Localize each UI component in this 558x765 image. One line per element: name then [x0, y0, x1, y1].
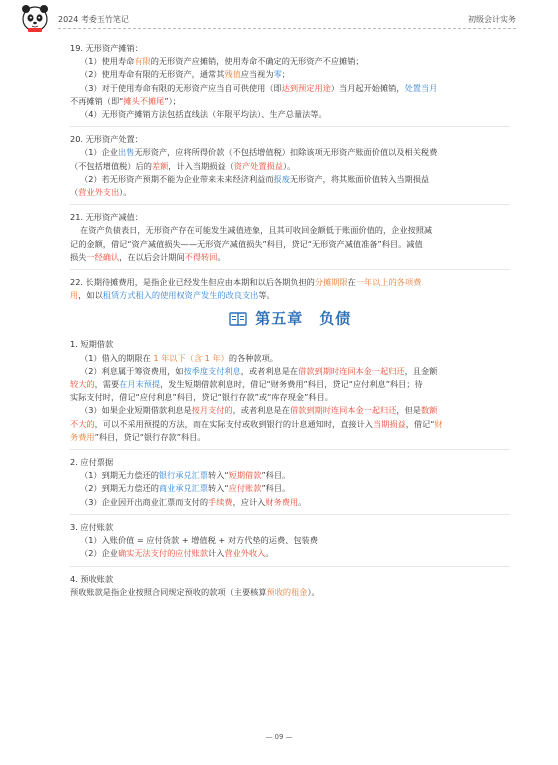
topic-advance-receipts: [70, 573, 510, 599]
highlighted-text: 预收的租金: [266, 586, 308, 597]
section-19-item-3: [70, 82, 510, 95]
highlighted-text: 营业外支出: [78, 187, 120, 198]
highlighted-text: 营业外收入: [224, 548, 266, 559]
highlighted-text: 按月支付的: [191, 405, 233, 416]
section-21-line-2: [70, 238, 510, 251]
chapter-heading: [70, 309, 510, 328]
header-divider: [58, 28, 516, 29]
section-20-title: 20. 无形资产处置：: [70, 134, 143, 145]
divider: [70, 566, 510, 567]
highlighted-text: 出售: [117, 147, 135, 158]
highlighted-text: 财务费用: [265, 496, 299, 507]
text-run: ，需要: [94, 379, 120, 390]
highlighted-text: 不得转回: [184, 251, 218, 262]
text-run: （2）企业: [80, 548, 118, 559]
highlighted-text: 商业承兑汇票: [158, 483, 209, 494]
highlighted-text: 1 年以下（含 1 年）: [153, 352, 229, 363]
text-run: （2）若无形资产预期不能为企业带来未来经济利益而: [80, 173, 274, 184]
section-20-item-2-cont: [70, 186, 510, 199]
page-number: — 09 —: [265, 733, 293, 741]
text-run: ；: [281, 69, 290, 80]
panda-logo-icon: [20, 3, 50, 33]
topic-4-title: 4. 预收账款: [70, 573, 114, 584]
topic-notes-payable: [70, 456, 510, 509]
text-run: ，或者利息是在: [240, 365, 299, 376]
text-run: ，计入当期损益（: [168, 160, 234, 171]
topic-accounts-payable: [70, 521, 510, 561]
text-run: （: [70, 187, 79, 198]
section-22: [70, 276, 510, 302]
topic-3-item-2: [70, 547, 510, 560]
topic-1-item-3-cont: [70, 418, 510, 431]
highlighted-text: 借款到期时连同本金一起归还: [289, 405, 397, 416]
section-20-item-1-cont: [70, 160, 510, 173]
topic-short-term-loans: [70, 338, 510, 444]
section-22-line-2: [70, 289, 510, 302]
text-run: ”）；: [164, 95, 181, 106]
section-20-item-2: [70, 173, 510, 186]
text-run: 应当视为: [240, 69, 274, 80]
topic-2-item-3: [70, 496, 510, 509]
section-19-item-1: [70, 55, 510, 68]
text-run: ，或者利息是在: [232, 405, 290, 416]
text-run: ”科目。: [261, 483, 291, 494]
text-run: ，但是: [396, 405, 421, 416]
highlighted-text: 手续费: [208, 496, 233, 507]
highlighted-text: 有限: [134, 56, 151, 67]
highlighted-text: 差额: [151, 160, 169, 171]
highlighted-text: 借款到期时连同本金一起归还: [298, 365, 405, 376]
text-run: （1）使用寿命: [80, 56, 135, 67]
text-run: 预收账款是指企业按照合同规定预收的款项（主要核算: [70, 586, 267, 597]
section-19-title: 19. 无形资产摊销：: [70, 43, 143, 53]
text-run: 计入: [208, 548, 225, 559]
section-19-item-4: [70, 108, 510, 121]
page-header: [0, 0, 558, 36]
text-run: ，借记“: [405, 418, 435, 429]
text-run: ）。: [282, 160, 296, 171]
divider: [70, 126, 510, 127]
section-19: [70, 42, 510, 121]
topic-1-item-2-cont: [70, 378, 510, 391]
highlighted-text: 处置当月: [404, 82, 438, 93]
topic-1-item-1: [70, 352, 510, 365]
highlighted-text: 摊头不摊尾: [123, 95, 165, 106]
section-22-line-1: [70, 276, 510, 289]
highlighted-text: 财: [434, 418, 443, 429]
text-run: （3）企业因开出商业汇票而支付的: [80, 496, 209, 507]
highlighted-text: 当期损益: [372, 418, 406, 429]
section-19-item-3-cont: [70, 95, 510, 108]
text-run: ，应计入: [232, 496, 266, 507]
topic-1-item-2: [70, 365, 510, 378]
text-run: （1）到期无力偿还的: [80, 470, 159, 481]
text-run: 记的金额，借记“资产减值损失——无形资产减值损失”科目，贷记“无形资产减值准备”科目。减值: [70, 238, 423, 249]
text-run: 等。: [258, 290, 275, 301]
highlighted-text: 数额: [420, 405, 438, 416]
highlighted-text: 应付账款: [228, 483, 262, 494]
section-21: [70, 211, 510, 264]
highlighted-text: 在月末预提: [119, 379, 161, 390]
divider: [70, 204, 510, 205]
text-run: ，发生短期借款利息时，借记“财务费用”科目，贷记“应付利息”科目；待: [160, 379, 423, 390]
topic-1-item-3-cont2: [70, 431, 510, 444]
topic-1-item-3: [70, 404, 510, 417]
topic-1-title: 1. 短期借款: [70, 339, 114, 350]
highlighted-text: 资产处置损益: [233, 160, 283, 171]
topic-2-item-1: [70, 469, 510, 482]
text-run: （3）对于使用寿命有限的无形资产应当自可供使用（即: [80, 82, 282, 93]
chapter-title: 第五章 负债: [255, 309, 352, 328]
section-21-title: 21. 无形资产减值：: [70, 212, 143, 223]
text-run: （3）如果企业短期借款利息是: [80, 405, 192, 416]
highlighted-text: 达到预定用途: [281, 82, 331, 93]
highlighted-text: 用: [70, 290, 79, 301]
topic-2-item-2: [70, 482, 510, 495]
divider: [70, 449, 510, 450]
text-run: ）。: [119, 187, 132, 198]
text-run: （2）到期无力偿还的: [80, 483, 159, 494]
highlighted-text: 报废: [273, 173, 290, 184]
highlighted-text: 短期借款: [228, 470, 262, 481]
highlighted-text: 确实无法支付的应付账款: [117, 548, 209, 559]
section-19-item-2: [70, 68, 510, 81]
highlighted-text: 一年以上的各项费: [355, 277, 422, 288]
highlighted-text: 不大的: [70, 418, 95, 429]
book-icon: [229, 312, 247, 326]
text-run: ）。: [307, 586, 320, 597]
highlighted-text: 银行承兑汇票: [158, 470, 209, 481]
text-run: （2）利息属于筹资费用，如: [80, 365, 184, 376]
text-run: 。: [265, 548, 274, 559]
divider: [70, 269, 510, 270]
text-run: （不包括增值税）后的: [70, 160, 152, 171]
section-20-item-1: [70, 146, 510, 159]
text-run: 。: [298, 496, 307, 507]
text-run: （1）借入的期限在: [80, 352, 154, 363]
text-run: 。: [217, 251, 226, 262]
section-21-line-3: [70, 251, 510, 264]
header-left-title: 2024 考委玉竹笔记: [58, 15, 129, 24]
text-run: 22. 长期待摊费用，是指企业已经发生但应由本期和以后各期负担的: [70, 277, 315, 288]
text-run: 转入“: [208, 483, 229, 494]
highlighted-text: 一经确认: [86, 251, 120, 262]
text-run: ”科目。: [261, 470, 291, 481]
text-run: （1）入账价值 = 应付货款 + 增值税 + 对方代垫的运费、包装费: [80, 535, 318, 546]
text-run: （1）企业: [80, 147, 118, 158]
highlighted-text: 较大的: [70, 379, 95, 390]
topic-3-title: 3. 应付账款: [70, 521, 114, 532]
text-run: ，在以后会计期间: [119, 251, 185, 262]
text-run: （4）无形资产摊销方法包括直线法（年限平均法）、生产总量法等。: [80, 109, 327, 120]
text-run: ，如以: [78, 290, 103, 301]
text-run: 损失: [70, 251, 87, 262]
text-run: 的各种款项。: [228, 352, 278, 363]
highlighted-text: 残值: [224, 69, 241, 80]
highlighted-text: 零: [273, 69, 282, 80]
text-run: 不再摊销（即“: [70, 95, 124, 106]
section-21-line-1: [70, 224, 510, 237]
header-right-title: 初级会计实务: [468, 15, 516, 24]
text-run: 在: [347, 277, 356, 288]
topic-3-item-1: [70, 534, 510, 547]
divider: [70, 514, 510, 515]
topic-2-title: 2. 应付票据: [70, 457, 114, 468]
text-run: 无形资产，应将所得价款（不包括增值税）扣除该项无形资产账面价值以及相关税费: [134, 147, 438, 158]
highlighted-text: 租赁方式租入的使用权资产发生的改良支出: [102, 290, 259, 301]
highlighted-text: 分摊期限: [314, 277, 348, 288]
text-run: ”科目，贷记“银行存款”科目。: [94, 431, 206, 442]
text-run: 转入“: [208, 470, 229, 481]
highlighted-text: 按季度支付利息: [183, 365, 241, 376]
text-run: ，且金额: [404, 365, 438, 376]
text-run: 的无形资产应摊销，使用寿命不确定的无形资产不应摊销；: [150, 56, 364, 67]
topic-1-item-2-cont2: [70, 391, 510, 404]
section-20: [70, 133, 510, 199]
text-run: 在资产负债表日，无形资产存在可能发生减值迹象，且其可收回金额低于账面价值的，企业按照减: [80, 225, 433, 236]
text-run: 无形资产，将其账面价值转入当期损益: [289, 173, 430, 184]
text-run: ，可以不采用预提的方法，而在实际支付或收到银行的计息通知时，直接计入: [94, 418, 373, 429]
topic-4-line-1: [70, 586, 510, 599]
text-run: （2）使用寿命有限的无形资产，通常其: [80, 69, 225, 80]
text-run: ）当月起开始摊销，: [330, 82, 405, 93]
text-run: 实际支付时，借记“应付利息”科目，贷记“银行存款”或“库存现金”科目。: [70, 392, 333, 403]
page-content: [70, 42, 510, 604]
highlighted-text: 务费用: [70, 431, 95, 442]
